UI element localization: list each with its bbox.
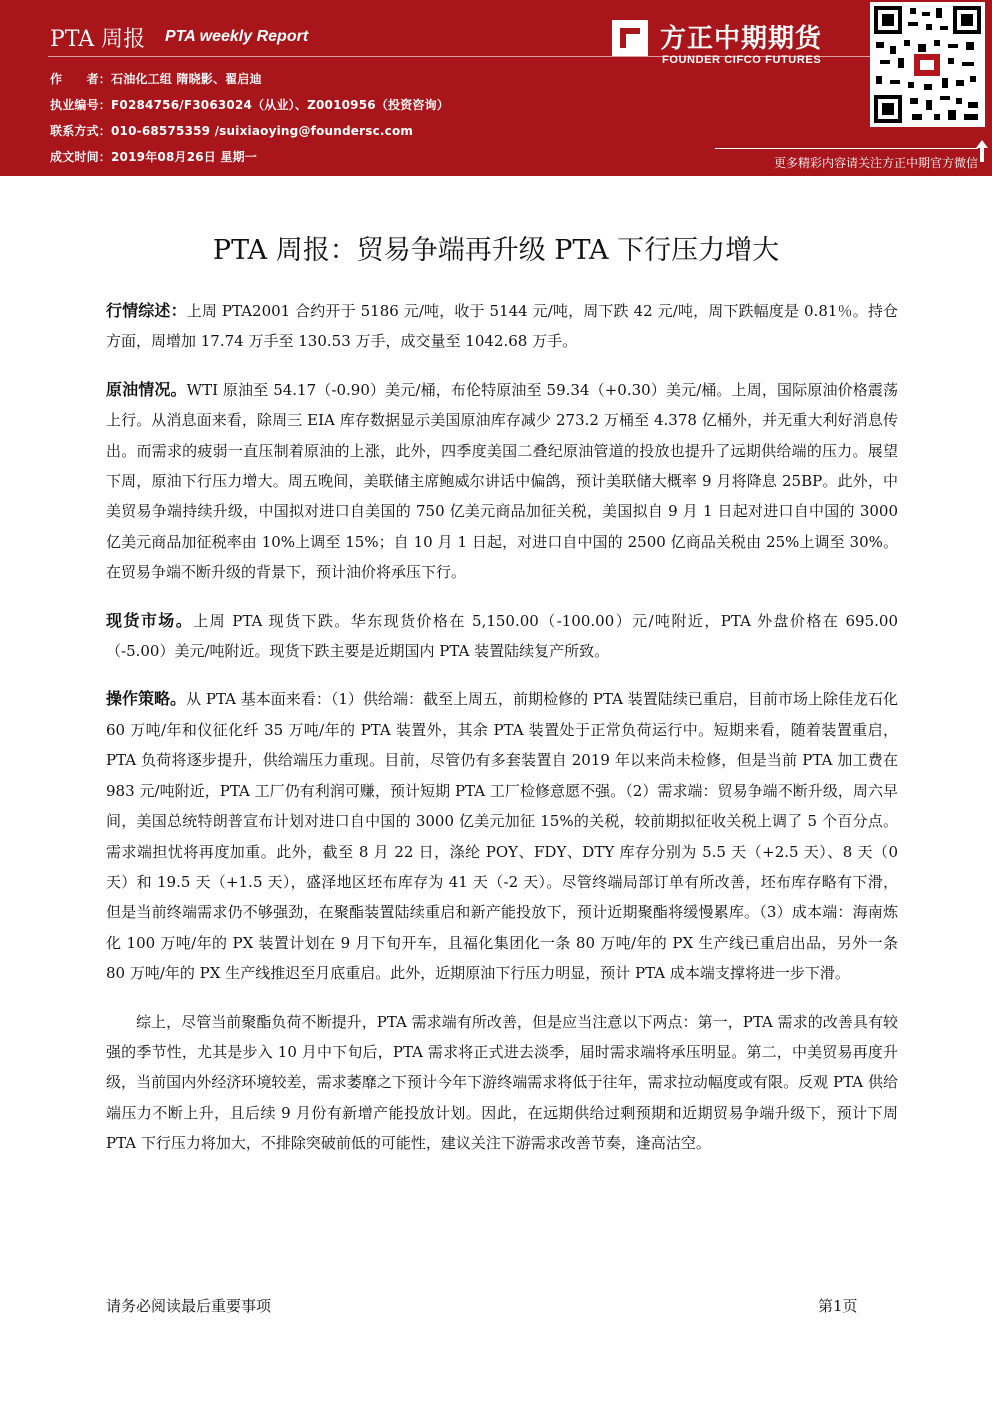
section-label: 操作策略。	[106, 689, 187, 709]
arrow-up-icon	[976, 140, 988, 162]
report-series-subtitle: PTA weekly Report	[165, 28, 309, 45]
section-text: 上周 PTA 现货下跌。华东现货价格在 5,150.00（-100.00）元/吨附近，PTA 外盘价格在 695.00（-5.00）美元/吨附近。现货下跌主要是近期国内 PTA 装置陆续复产所致。	[106, 611, 898, 661]
section-label: 行情综述：	[106, 301, 187, 320]
report-series-title: PTA 周报	[50, 27, 146, 52]
follow-divider	[715, 148, 978, 149]
founder-logo-icon	[612, 20, 648, 56]
report-header	[0, 0, 992, 176]
section-market-overview	[106, 296, 898, 357]
date-line: 成文时间：2019年08月26日 星期一	[50, 150, 257, 164]
section-spot-market	[106, 606, 898, 667]
wechat-qr-code-icon	[870, 2, 985, 127]
section-crude-oil	[106, 375, 898, 588]
page-number: 第1页	[818, 1297, 858, 1315]
section-label: 现货市场。	[106, 610, 194, 630]
section-text: 上周 PTA2001 合约开于 5186 元/吨，收于 5144 元/吨，周下跌 42 元/吨，周下跌幅度是 0.81％。持仓方面，周增加 17.74 万手至 130.53 万手，成交量至 1042.68 万手。	[106, 302, 898, 351]
author-line: 作 者：石油化工组 隋晓影、翟启迪	[50, 72, 262, 86]
document-title: PTA 周报：贸易争端再升级 PTA 下行压力增大	[212, 235, 780, 266]
follow-wechat-text: 更多精彩内容请关注方正中期官方微信	[773, 156, 978, 170]
section-label: 原油情况。	[106, 379, 187, 399]
summary-paragraph: 综上，尽管当前聚酯负荷不断提升，PTA 需求端有所改善，但是应当注意以下两点：第一，PTA 需求的改善具有较强的季节性，尤其是步入 10 月中下旬后，PTA 需求将正式进去淡季，届时需求端将承压明显。第二，中美贸易再度升级，当前国内外经济环境较差，需求萎靡之下预计今年下游终端需求将低于往年，需求拉动幅度或有限。反观 PTA 供给端压力不断上升，且后续 9 月份有新增产能投放计划。因此，在远期供给过剩预期和近期贸易争端升级下，预计下周 PTA 下行压力将加大，不排除突破前低的可能性，建议关注下游需求改善节奏，逢高沽空。	[106, 1012, 898, 1153]
report-body	[106, 296, 898, 1177]
license-line: 执业编号：F0284756/F3063024（从业）、Z0010956（投资咨询）	[50, 98, 450, 112]
company-name-cn: 方正中期期货	[660, 24, 823, 54]
section-strategy	[106, 684, 898, 988]
section-text: 从 PTA 基本面来看：（1）供给端：截至上周五，前期检修的 PTA 装置陆续已重启，目前市场上除佳龙石化 60 万吨/年和仪征化纤 35 万吨/年的 PTA 装置外，其余 PTA 装置处于正常负荷运行中。短期来看，随着装置重启，PTA 负荷将逐步提升，供给端压力重现。目前，尽管仍有多套装置自 2019 年以来尚未检修，但是当前 PTA 加工费在 983 元/吨附近，PTA 工厂仍有利润可赚，预计短期 PTA 工厂检修意愿不强。（2）需求端：贸易争端不断升级，周六早间，美国总统特朗普宣布计划对进口自中国的 3000 亿美元加征 15%的关税，较前期拟征收关税上调了 5 个百分点。需求端担忧将再度加重。此外，截至 8 月 22 日，涤纶 POY、FDY、DTY 库存分别为 5.5 天（+2.5 天）、8 天（0 天）和 19.5 天（+1.5 天），盛泽地区坯布库存为 41 天（-2 天）。尽管终端局部订单有所改善，坯布库存略有下滑，但是当前终端需求仍不够强劲，在聚酯装置陆续重启和新产能投放下，预计近期聚酯将缓慢累库。（3）成本端：海南炼化 100 万吨/年的 PX 装置计划在 9 月下旬开车，且福化集团化一条 80 万吨/年的 PX 生产线已重启出品，另外一条 80 万吨/年的 PX 生产线推迟至月底重启。此外，近期原油下行压力明显，预计 PTA 成本端支撑将进一步下滑。	[106, 690, 898, 983]
company-name-en: FOUNDER CIFCO FUTURES	[662, 54, 822, 66]
footer-disclaimer-note: 请务必阅读最后重要事项	[106, 1297, 272, 1315]
section-text: WTI 原油至 54.17（-0.90）美元/桶，布伦特原油至 59.34（+0.30）美元/桶。上周，国际原油价格震荡上行。从消息面来看，除周三 EIA 库存数据显示美国原油库存减少 273.2 万桶至 4.378 亿桶外，并无重大利好消息传出。而需求的疲弱一直压制着原油的上涨，此外，四季度美国二叠纪原油管道的投放也提升了远期供给端的压力。展望下周，原油下行压力增大。周五晚间，美联储主席鲍威尔讲话中偏鸽，预计美联储大概率 9 月将降息 25BP。此外，中美贸易争端持续升级，中国拟对进口自美国的 750 亿美元商品加征关税，美国拟自 9 月 1 日起对进口自中国的 3000 亿美元商品加征税率由 10%上调至 15%；自 10 月 1 日起，对进口自中国的 2500 亿商品关税由 25%上调至 30%。在贸易争端不断升级的背景下，预计油价将承压下行。	[106, 380, 898, 582]
contact-line: 联系方式：010-68575359 /suixiaoying@foundersc.com	[50, 124, 414, 138]
